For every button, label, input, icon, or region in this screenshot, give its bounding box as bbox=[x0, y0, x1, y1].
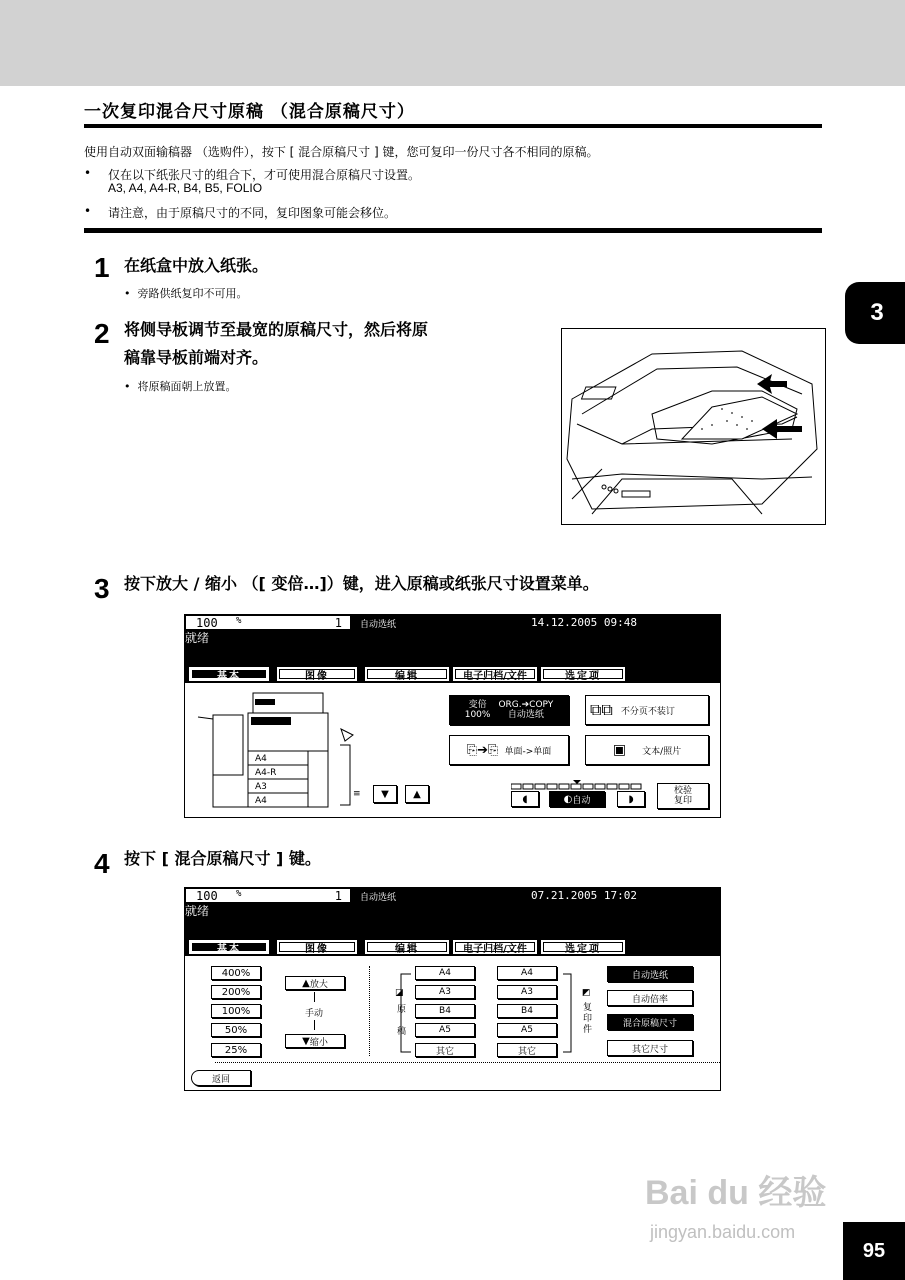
watermark-url: jingyan.baidu.com bbox=[650, 1222, 796, 1242]
orig-size-other[interactable]: 其它 bbox=[415, 1043, 475, 1057]
original-label-2: 稿 bbox=[397, 1027, 407, 1037]
page-number: 95 bbox=[843, 1222, 905, 1280]
tab-edit[interactable]: 编辑 bbox=[365, 667, 449, 681]
chapter-tab: 3 bbox=[845, 282, 905, 344]
status-text: 就绪 bbox=[185, 904, 210, 918]
original-label-1: 原 bbox=[397, 1005, 407, 1015]
tray-3-size: A3 bbox=[255, 782, 267, 792]
divider bbox=[215, 1062, 720, 1063]
duplex-button[interactable]: ⎘➔⎘ 单面->单面 bbox=[449, 735, 569, 765]
panel-header bbox=[185, 888, 720, 956]
status-text: 就绪 bbox=[185, 631, 210, 645]
density-scale bbox=[511, 775, 647, 785]
copier-diagram-icon bbox=[193, 687, 353, 815]
step-3-title: 按下放大 / 缩小 （[ 变倍…]）键，进入原稿或纸张尺寸设置菜单。 bbox=[124, 574, 599, 593]
title-rule bbox=[84, 124, 822, 128]
sort-mode-icon: ⧉⧉ bbox=[590, 700, 613, 719]
panel-header bbox=[185, 615, 720, 683]
tab-efiling[interactable]: 电子归档/文件 bbox=[453, 940, 537, 954]
enlarge-button[interactable]: ▲ 放大 bbox=[285, 976, 345, 990]
manual-label: 手动 bbox=[305, 1009, 324, 1019]
copy-size-a5[interactable]: A5 bbox=[497, 1023, 557, 1037]
auto-density-button[interactable]: ◐ 自动 bbox=[549, 791, 605, 807]
duplex-icon: ⎘➔⎘ bbox=[466, 742, 499, 758]
orig-size-b4[interactable]: B4 bbox=[415, 1004, 475, 1018]
zoom-50-button[interactable]: 50% bbox=[211, 1023, 261, 1037]
copy-size-a3[interactable]: A3 bbox=[497, 985, 557, 999]
copy-icon: ◩ bbox=[582, 988, 591, 998]
zoom-100-button[interactable]: 100% bbox=[211, 1004, 261, 1018]
paper-mode: 自动选纸 bbox=[360, 893, 397, 903]
sizes-line: A3, A4, A4-R, B4, B5, FOLIO bbox=[108, 181, 263, 195]
tray-list-icon: ≡ bbox=[353, 789, 361, 799]
zoom-readout: 100 % 1 bbox=[185, 615, 351, 630]
step-2-number: 2 bbox=[94, 318, 110, 349]
image-mode-button[interactable]: ▣ 文本/照片 bbox=[585, 735, 709, 765]
section-title: 一次复印混合尺寸原稿 （混合原稿尺寸） bbox=[84, 102, 415, 122]
auto-zoom-button[interactable]: 自动倍率 bbox=[607, 990, 693, 1006]
sort-button[interactable]: ⧉⧉ 不分页不装订 bbox=[585, 695, 709, 725]
section-rule bbox=[84, 228, 822, 233]
datetime: 14.12.2005 09:48 bbox=[531, 616, 637, 629]
tab-options[interactable]: 选定项 bbox=[541, 667, 625, 681]
tab-edit[interactable]: 编辑 bbox=[365, 940, 449, 954]
copy-label-1: 复 bbox=[583, 1003, 593, 1013]
orig-size-a5[interactable]: A5 bbox=[415, 1023, 475, 1037]
copy-size-b4[interactable]: B4 bbox=[497, 1004, 557, 1018]
copy-size-other[interactable]: 其它 bbox=[497, 1043, 557, 1057]
divider bbox=[369, 966, 371, 1056]
step-4-number: 4 bbox=[94, 848, 110, 879]
copy-label-2: 印 bbox=[583, 1014, 593, 1024]
zoom-readout: 100 % 1 bbox=[185, 888, 351, 903]
copy-size-a4[interactable]: A4 bbox=[497, 966, 557, 980]
zoom-400-button[interactable]: 400% bbox=[211, 966, 261, 980]
proof-copy-button[interactable]: 校验 复印 bbox=[657, 783, 709, 809]
zoom-button[interactable]: 变倍 100% ORG.➔COPY 自动选纸 bbox=[449, 695, 569, 725]
tab-image[interactable]: 图像 bbox=[277, 940, 357, 954]
darker-button[interactable]: ◗ bbox=[617, 791, 645, 807]
paper-mode: 自动选纸 bbox=[360, 620, 397, 630]
original-icon: ◪ bbox=[395, 988, 404, 998]
step-2-title-line1: 将侧导板调节至最宽的原稿尺寸，然后将原 bbox=[124, 320, 429, 339]
step-1-number: 1 bbox=[94, 252, 110, 283]
step-1-note: • 旁路供纸复印不可用。 bbox=[124, 287, 248, 300]
tray-down-button[interactable]: ▼ bbox=[373, 785, 397, 803]
down-arrow-icon: ▼ bbox=[302, 1035, 310, 1047]
bracket-icon bbox=[335, 725, 365, 815]
tab-options[interactable]: 选定项 bbox=[541, 940, 625, 954]
orig-size-a3[interactable]: A3 bbox=[415, 985, 475, 999]
copy-label-3: 件 bbox=[583, 1025, 593, 1035]
adf-illustration bbox=[561, 328, 826, 525]
control-panel-basic bbox=[184, 614, 721, 818]
back-button[interactable]: 返回 bbox=[191, 1070, 251, 1086]
tab-basic[interactable]: 基本 bbox=[189, 940, 269, 954]
zoom-25-button[interactable]: 25% bbox=[211, 1043, 261, 1057]
mixed-original-size-button[interactable]: 混合原稿尺寸 bbox=[607, 1014, 693, 1030]
manual-line bbox=[314, 992, 315, 1002]
tab-basic[interactable]: 基本 bbox=[189, 667, 269, 681]
other-size-button[interactable]: 其它尺寸 bbox=[607, 1040, 693, 1056]
tray-up-button[interactable]: ▲ bbox=[405, 785, 429, 803]
tray-2-size: A4-R bbox=[255, 768, 277, 778]
lighter-button[interactable]: ◖ bbox=[511, 791, 539, 807]
reduce-button[interactable]: ▼ 缩小 bbox=[285, 1034, 345, 1048]
manual-line bbox=[314, 1020, 315, 1030]
watermark-logo: Bai du 经验 bbox=[645, 1174, 827, 1212]
auto-paper-button[interactable]: 自动选纸 bbox=[607, 966, 693, 982]
step-1-title: 在纸盒中放入纸张。 bbox=[124, 256, 269, 275]
copy-bracket-icon bbox=[561, 970, 581, 1056]
intro-text: 使用自动双面输稿器 （选购件），按下 [ 混合原稿尺寸 ] 键，您可复印一份尺寸各不相同的原稿。 bbox=[84, 145, 599, 159]
tray-4-size: A4 bbox=[255, 796, 267, 806]
zoom-200-button[interactable]: 200% bbox=[211, 985, 261, 999]
document-icon: ▣ bbox=[612, 742, 627, 758]
step-3-number: 3 bbox=[94, 573, 110, 604]
up-arrow-icon: ▲ bbox=[302, 977, 310, 989]
datetime: 07.21.2005 17:02 bbox=[531, 889, 637, 902]
step-2-note: • 将原稿面朝上放置。 bbox=[124, 380, 237, 393]
tray-1-size: A4 bbox=[255, 754, 267, 764]
tab-efiling[interactable]: 电子归档/文件 bbox=[453, 667, 537, 681]
header-band bbox=[0, 0, 905, 86]
step-2-title-line2: 稿靠导板前端对齐。 bbox=[124, 348, 269, 367]
tab-image[interactable]: 图像 bbox=[277, 667, 357, 681]
auto-icon: ◐ bbox=[563, 793, 573, 805]
control-panel-zoom bbox=[184, 887, 721, 1091]
step-4-title: 按下 [ 混合原稿尺寸 ] 键。 bbox=[124, 849, 321, 868]
orig-size-a4[interactable]: A4 bbox=[415, 966, 475, 980]
